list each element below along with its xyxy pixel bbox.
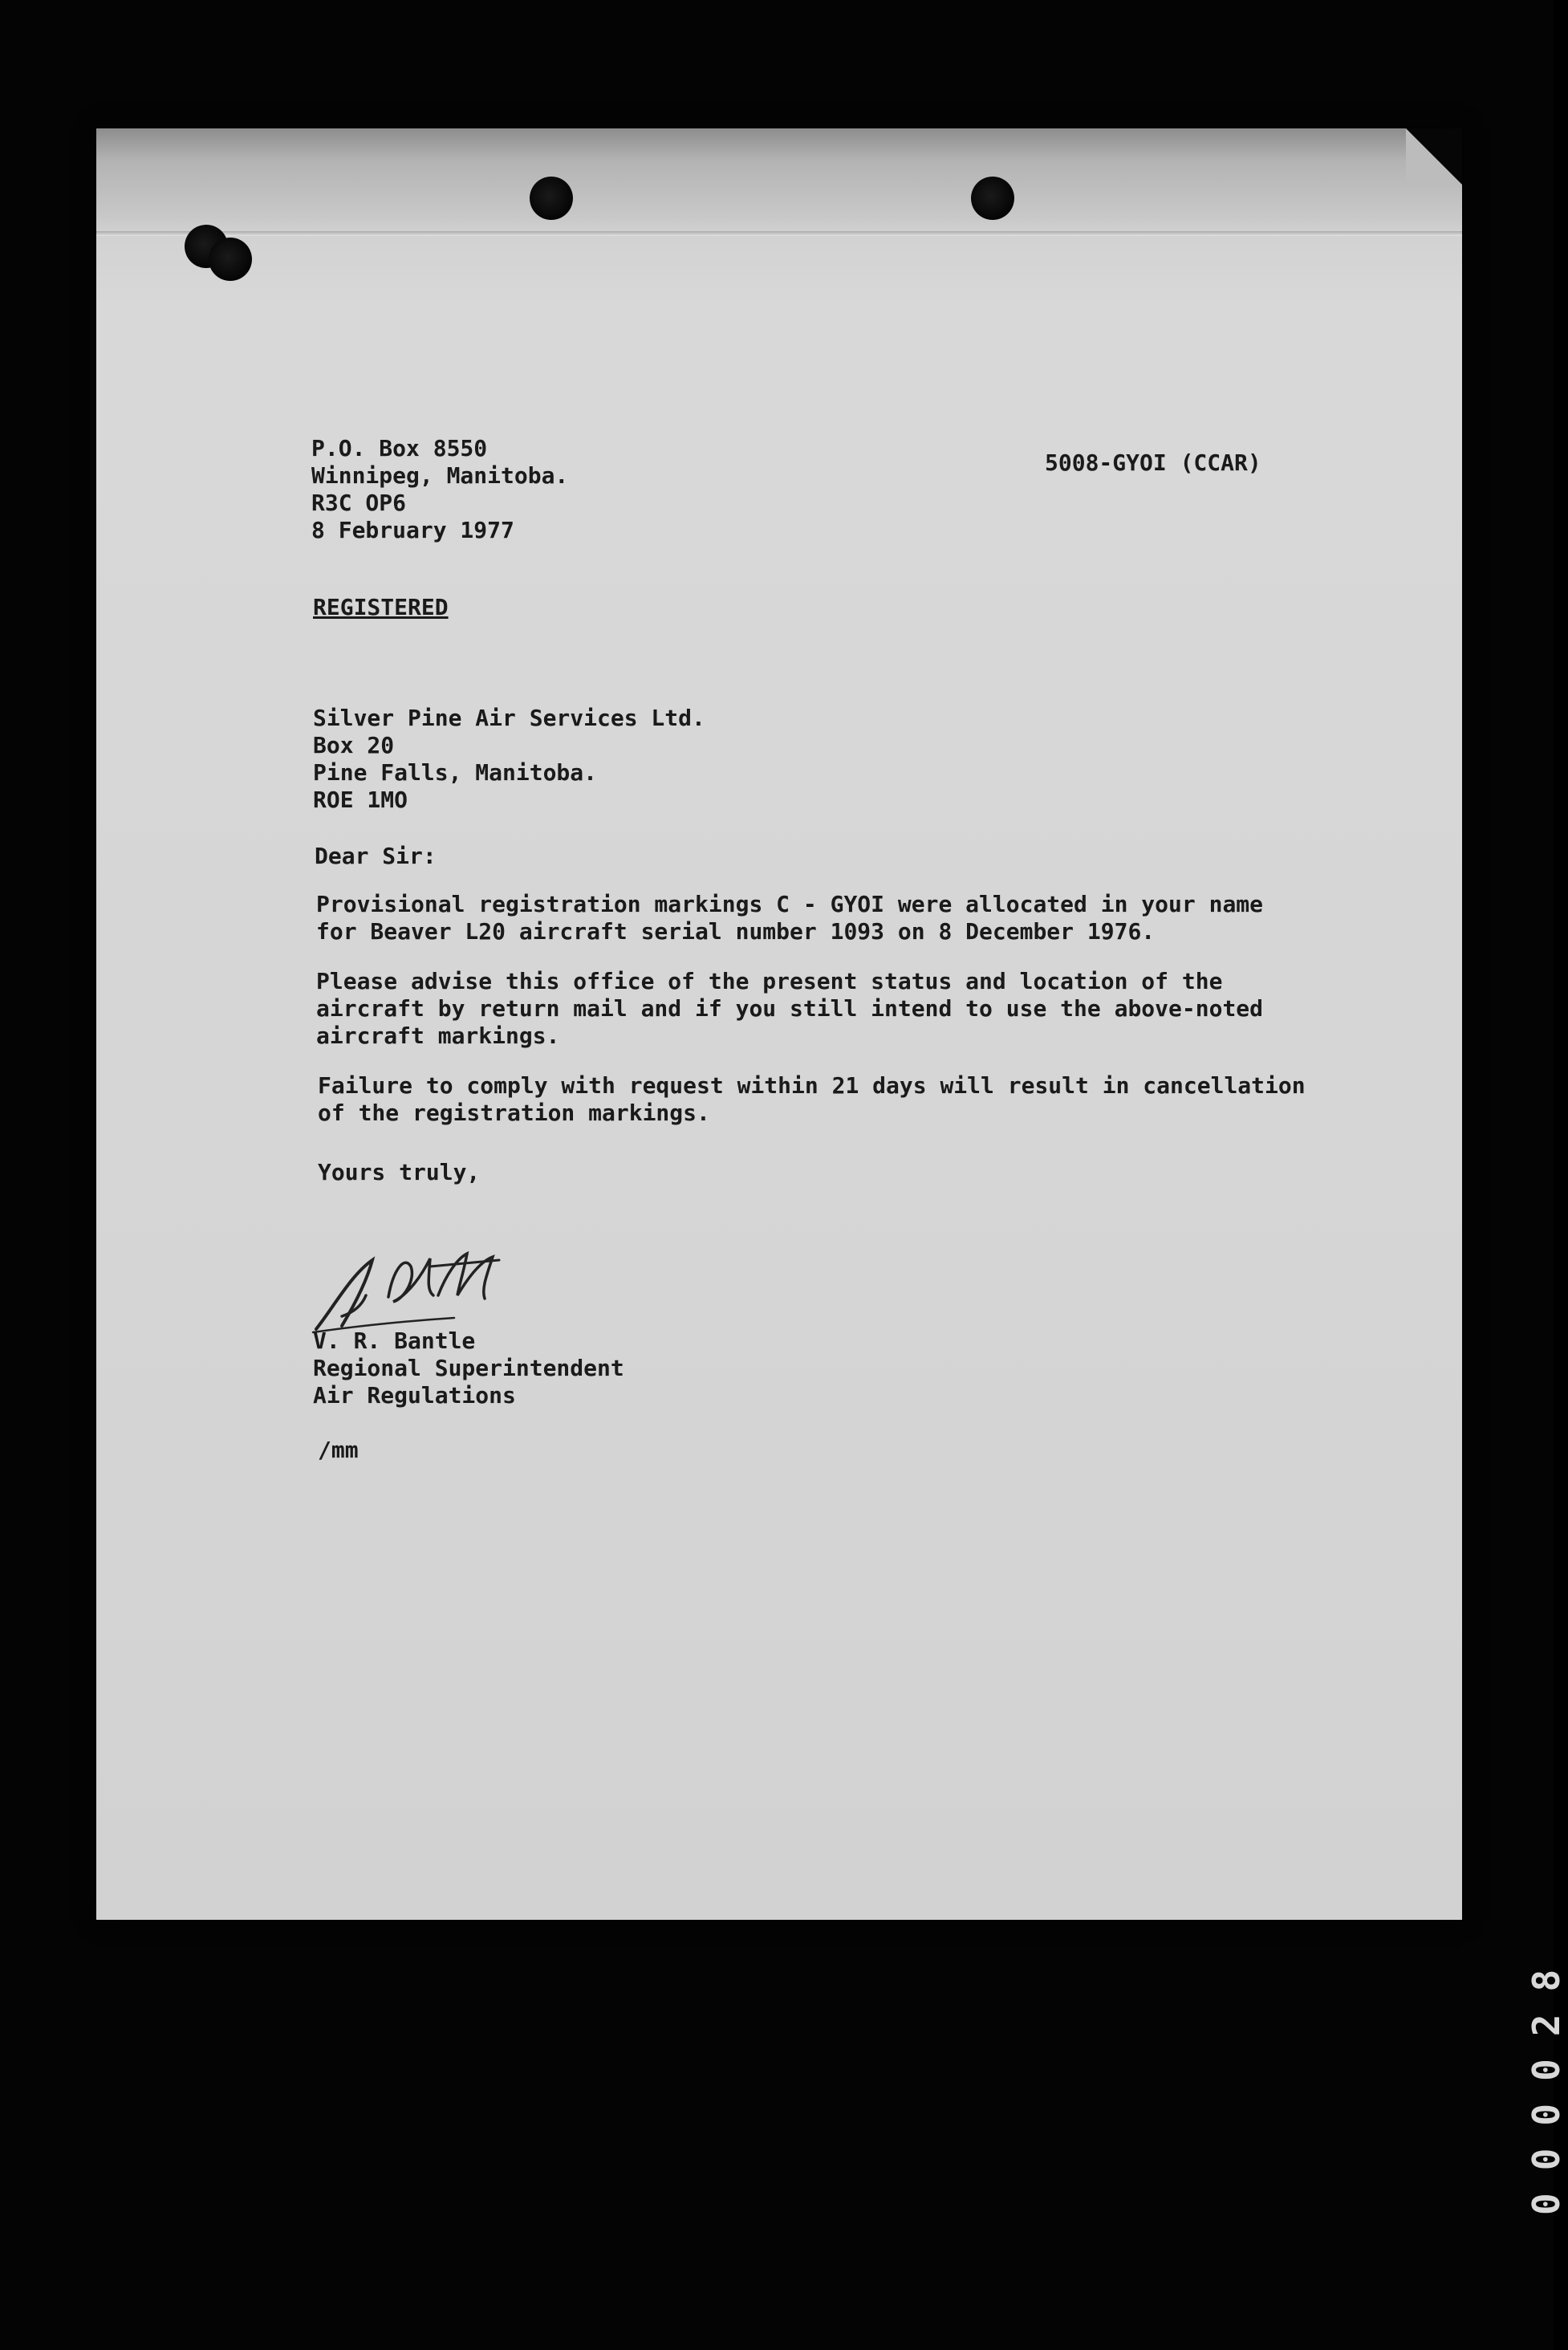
recipient-line: Box 20 <box>313 732 395 758</box>
folded-corner <box>1406 128 1462 185</box>
closing: Yours truly, <box>318 1159 481 1185</box>
signature-block <box>313 1327 624 1409</box>
punch-hole-left-double <box>209 238 252 281</box>
paragraph-line: of the registration markings. <box>318 1100 710 1126</box>
typist-initials: /mm <box>318 1437 359 1463</box>
paper-top-shading <box>96 128 1462 233</box>
recipient-line: ROE 1MO <box>313 787 408 813</box>
paragraph-line: aircraft by return mail and if you still intend to use the above-noted <box>316 995 1264 1022</box>
salutation: Dear Sir: <box>315 843 437 869</box>
file-reference: 5008-GYOI (CCAR) <box>1045 449 1261 476</box>
handwritten-signature <box>310 1242 526 1339</box>
signatory-name: V. R. Bantle <box>313 1327 476 1354</box>
punch-hole-right <box>971 177 1014 220</box>
recipient-line: Pine Falls, Manitoba. <box>313 759 598 786</box>
punch-hole-center <box>530 177 573 220</box>
paragraph-1 <box>316 891 1263 945</box>
signatory-title: Regional Superintendent <box>313 1355 624 1381</box>
archive-frame-number-text: 000028 <box>1525 1946 1568 2215</box>
sender-address <box>311 435 568 544</box>
paragraph-line: Provisional registration markings C - GYOI were allocated in your name <box>316 891 1264 917</box>
paragraph-line: Please advise this office of the present status and location of the <box>316 968 1223 994</box>
archive-frame-number <box>1468 1878 1568 2215</box>
paragraph-line: Failure to comply with request within 21 days will result in cancellation <box>318 1072 1306 1099</box>
paragraph-2 <box>316 968 1263 1050</box>
recipient-address <box>313 705 705 814</box>
sender-line: R3C OP6 <box>311 490 407 516</box>
letter-page <box>96 128 1462 1920</box>
sender-line: Winnipeg, Manitoba. <box>311 462 569 489</box>
paragraph-line: aircraft markings. <box>316 1023 560 1049</box>
paragraph-line: for Beaver L20 aircraft serial number 1093 on 8 December 1976. <box>316 918 1156 945</box>
sender-line: P.O. Box 8550 <box>311 435 488 461</box>
paper-fold-line <box>96 231 1462 236</box>
signatory-department: Air Regulations <box>313 1382 516 1409</box>
recipient-line: Silver Pine Air Services Ltd. <box>313 705 705 731</box>
paragraph-3 <box>318 1072 1306 1127</box>
letter-date: 8 February 1977 <box>311 517 514 543</box>
delivery-mark: REGISTERED <box>313 594 449 620</box>
